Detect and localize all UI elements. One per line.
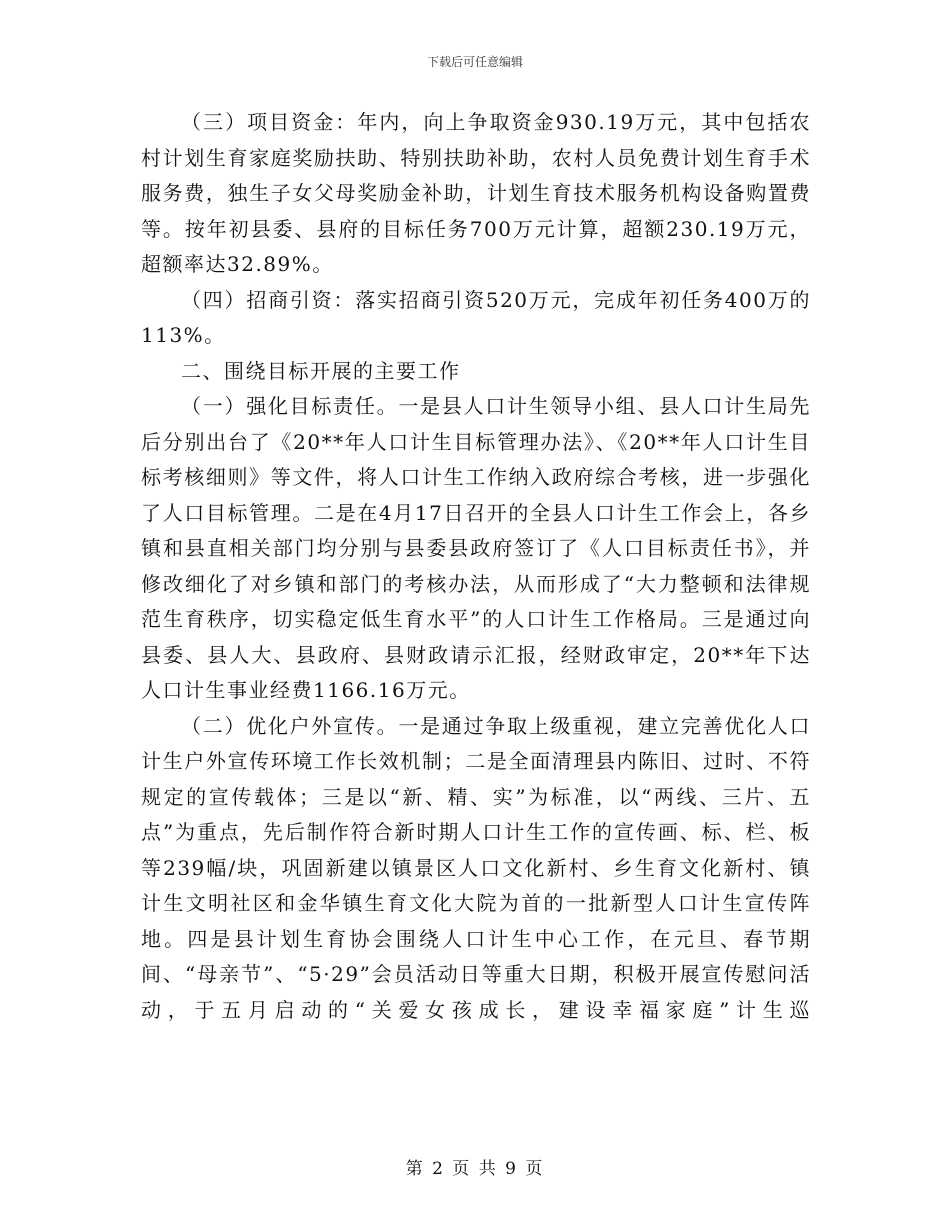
page-number-footer: 第 2 页 共 9 页 [405,1159,545,1179]
paragraph-project-funds: （三）项目资金：年内，向上争取资金930.19万元，其中包括农村计划生育家庭奖励扶助、特别扶助补助，农村人员免费计划生育手术服务费，独生子女父母奖励金补助，计划生育技术服务机构设备购置费等。按年初县委、县府的目标任务700万元计算，超额230.19万元，超额率达32.89%。 [141,110,811,276]
section-heading-main-work: 二、围绕目标开展的主要工作 [181,358,461,383]
page-header: 下载后可任意编辑 [426,55,523,69]
paragraph-investment: （四）招商引资：落实招商引资520万元，完成年初任务400万的113%。 [141,287,811,347]
paragraph-target-responsibility: （一）强化目标责任。一是县人口计生领导小组、县人口计生局先后分别出台了《20**年人口计生目标管理办法》、《20**年人口计生目标考核细则》等文件，将人口计生工作纳入政府综合考核，进一步强化了人口目标管理。二是在4月17日召开的全县人口计生工作会上，各乡镇和县直相关部门均分别与县委县政府签订了《人口目标责任书》，并修改细化了对乡镇和部门的考核办法，从而形成了“大力整顿和法律规范生育秩序，切实稳定低生育水平”的人口计生工作格局。三是通过向县委、县人大、县政府、县财政请示汇报，经财政审定，20**年下达人口计生事业经费1166.16万元。 [141,394,811,702]
document-body [141,105,811,1028]
paragraph-outdoor-publicity: （二）优化户外宣传。一是通过争取上级重视，建立完善优化人口计生户外宣传环境工作长效机制；二是全面清理县内陈旧、过时、不符规定的宣传载体；三是以“新、精、实”为标准，以“两线、三片、五点”为重点，先后制作符合新时期人口计生工作的宣传画、标、栏、板等239幅/块，巩固新建以镇景区人口文化新村、乡生育文化新村、镇计生文明社区和金华镇生育文化大院为首的一批新型人口计生宣传阵地。四是县计划生育协会围绕人口计生中心工作，在元旦、春节期间、“母亲节”、“5·29”会员活动日等重大日期，积极开展宣传慰问活动，于五月启动的“关爱女孩成长，建设幸福家庭”计生巡 [141,713,811,1022]
